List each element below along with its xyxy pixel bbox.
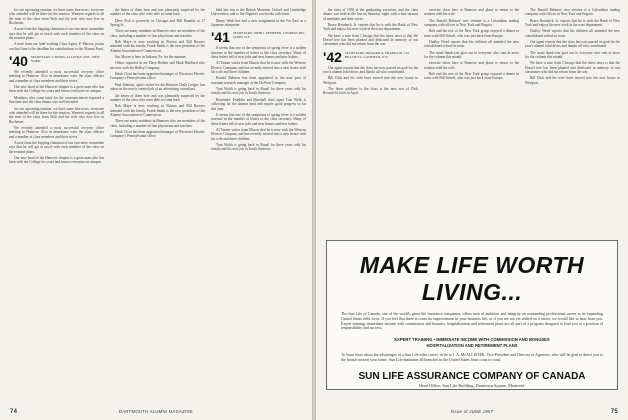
class-year: '40: [9, 53, 28, 70]
column-text: Dave Fish is presently in Chicago and Bill Ranalds at 17 Spring St.: [110, 18, 205, 28]
column-text: Ranald Rehmus has been appointed to the new post of assistant research manager at the Du Pont Company.: [211, 76, 306, 85]
column-text: for our upcoming reunion, we have some fine news: everyone who attended will be there for the reunion. Warmest regards to all the men of the class from Walt and his wife who now live in Rochester.: [9, 106, 104, 124]
column-text: Bill Dick and his wife have moved into the new house in Westport.: [525, 76, 620, 85]
column-text: A note from the Sapping chairman of our executive committee says that he will get in touch with each member of the class on the reunion plans.: [9, 27, 104, 41]
column-text: Bruce Rorabeck, Jr. reports that he is with the Bank of New York and enjoys his new work in the trust department.: [525, 18, 620, 28]
right-page-columns: [323, 8, 620, 236]
column-text: Our new head of the Hanover chapter is a great man who has been with the College for years and knows everyone on campus.: [9, 85, 104, 94]
column-text: the class of 1956 at the graduating exercises, and the class dinner was held at the Inn on Saturday night with a fine turnout of members and their wives.: [323, 8, 418, 21]
column-text: Hank Clout has been appointed manager of Wicoisset Electric Company's Pennsylvania office.: [110, 129, 205, 139]
column-text: Bob and the rest of the New York group enjoyed a dinner in town with Bill Scheel, who was just back from Europe.: [424, 29, 519, 38]
right-column-1: [323, 8, 418, 236]
column-text: Dudley Weed reports that his children all attended the new consolidated school in town.: [525, 29, 620, 38]
column-text: We recently attended a most successful ten-year office meeting in Hanover. Also in attendance were the class officers and a number of class members and their wives.: [9, 125, 104, 139]
column-text: There are many residents in Hanover who are members of the class, including a number of fine physicians and teachers.: [110, 29, 205, 38]
column-text: We recently attended a most successful ten-year office meeting in Hanover. Also in attendance were the class officers and a number of class members and their wives.: [9, 70, 104, 83]
column-text: the better of them here and was pleasantly surprised by the number of the class who were able to come back.: [110, 8, 205, 17]
column-text: Paul Johnson, optics writer for the Hanover Daily Ledger, has taken on the newly created job of an advertising consultant.: [110, 82, 205, 92]
column-text: The usual thank-you goes out to everyone who sent in news for the column this month.: [525, 50, 620, 60]
column-text: held last trip to the British Museum, Oxford and Cambridge Universities, and to the Nigeria's rare books collection.: [211, 8, 306, 17]
column-text: The usual thank-you goes out to everyone who sent in news for the column this month.: [424, 50, 519, 60]
left-column-2: [110, 8, 205, 402]
column-text: Jim Moore is here in Indiana; Pa. for the summer.: [115, 55, 187, 60]
class-secretary: SECRETARY, J. MUNN, 43 LITTLE AVE., NEW YORK: [30, 55, 100, 64]
column-text: Others reported in are Dave Belden and Mark Hubbard who are now with the Ridley Company.: [110, 61, 205, 70]
ad-body-text: The Sun Life of Canada, one of the world's great life insurance companies, offers men of ambition and integrity an outstanding professional career in its expanding United States field force. If you feel that there is room for improvement in your business life, or if you are not yet settled on a career, we would like to hear from you. Expert training, immediate income with commission and bonuses, hospitalization and retirement plans are all part of a program designed to lead you to a position of responsibility and success.: [341, 312, 603, 331]
column-text: The Ranald Rehmus' new venture is a Colombian trading company with offices in New York and Bogota.: [525, 8, 620, 17]
class-year: '42: [323, 48, 342, 65]
class-heading: [211, 29, 306, 46]
magazine-footer: DARTMOUTH ALUMNI MAGAZINE: [119, 409, 193, 414]
left-column-3: [211, 8, 306, 402]
class-heading: [9, 53, 104, 70]
class-year: '41: [211, 29, 230, 46]
column-text: Al Tanner writes from Illinois that he is now with the Western Electric Company and has recently moved into a new house with his wife and three children.: [211, 127, 306, 141]
left-page-columns: [9, 8, 306, 402]
ad-headline: MAKE LIFE WORTH LIVING...: [359, 252, 585, 305]
column-text: The Ranald Rehmus' new venture is a Colombian trading company with offices in New York and Bogota.: [424, 18, 519, 28]
issue-footer: Issue of JUNE 1957: [450, 409, 494, 414]
class-heading: [323, 48, 418, 65]
column-text: The latest addition to the class is the new son of Dick Rosenfeld, born in April.: [323, 87, 418, 96]
left-page-number: 74: [10, 409, 18, 415]
right-column-3: [525, 8, 620, 236]
column-text: Dudley Weed reports that his children all attended the new consolidated school in town.: [424, 40, 519, 49]
column-text: Our agent reports that the class has now passed its goal for the year's alumni fund drive, and thanks all who contributed.: [323, 65, 418, 75]
column-text: It seems that one of the symptoms of spring fever is a sudden increase in the number of letters to the class secretary. Many of these letters tell of new jobs and new homes and new babies.: [211, 46, 306, 60]
column-text: Tom Walsh is going back to Brazil for three years with his family and his new job in South America.: [211, 142, 306, 152]
column-text: Bob and the rest of the New York group enjoyed a dinner in town with Bill Scheel, who was just back from Europe.: [424, 72, 519, 81]
sun-life-advertisement: [326, 240, 618, 390]
ad-features-2: HOSPITALIZATION AND RETIREMENT PLANS: [426, 343, 518, 349]
column-text: We have a note from Chicago that the latest news is that the Drexel tree has been planted and dedicated in memory of our classmates who did not return from the war.: [323, 33, 418, 47]
column-text: Reminder: Franklin and Marshall class agent Tom Wells is collecting for the alumni fund and reports good progress so far this year.: [211, 97, 306, 111]
ad-features: EXPERT TRAINING • IMMEDIATE INCOME WITH COMMISSION AND BONUSES: [394, 337, 550, 343]
column-text: exercise show here at Hanover and plans to return to the reunion with his wife.: [424, 61, 519, 70]
column-text: There are many residents in Hanover who are members of the class, including a number of fine physicians and teachers.: [110, 119, 205, 128]
column-text: Bruce Rorabeck, Jr. reports that he is with the Bank of New York and enjoys his new work in the trust department.: [323, 23, 418, 32]
column-text: Our agent reports that the class has now passed its goal for the year's alumni fund drive, and thanks all who contributed.: [525, 40, 620, 49]
column-text: We have a note from Chicago that the latest news is that the Drexel tree has been planted and dedicated in memory of our classmates who did not return from the war.: [525, 61, 620, 75]
column-text: Bob Maye is now working in Boston and Bill Bowers attended with his family. Frank Smith is the new president of the Alumni Association of Connecticut.: [110, 40, 205, 53]
right-column-2: [424, 8, 519, 236]
column-text: Tom Walsh is going back to Brazil for three years with his family and his new job in South America.: [211, 87, 306, 96]
column-text: Henry Wark has had a new assignment in the Far East as a Japanese interpreter.: [211, 18, 306, 28]
column-text: for our upcoming reunion, we have some fine news: everyone who attended will be there for the reunion. Warmest regards to all the men of the class from Walt and his wife who now live in Rochester.: [9, 8, 104, 26]
column-text: exercise show here at Hanover and plans to return to the reunion with his wife.: [424, 8, 519, 17]
class-secretary: SECRETARY, HOWARD A. FRANKLIN, 161 BEACH ST., CANFIELD, N.Y.: [344, 50, 410, 59]
left-page: [0, 0, 312, 420]
ad-company-name: SUN LIFE ASSURANCE COMPANY OF CANADA: [358, 370, 586, 382]
column-text: Members who came back for the commencement reported a fine time and the class dinner was well attended.: [9, 95, 104, 105]
column-text: Bill Dick and his wife have moved into the new house in Westport.: [323, 76, 418, 85]
ad-head-office: Head Office: Sun Life Building, Dominion Square, Montreal.: [419, 382, 525, 388]
column-text: A note from the Sapping chairman of our executive committee says that he will get in touch with each member of the class on the reunion plans.: [9, 140, 104, 154]
column-text: Our new head of the Hanover chapter is a great man who has been with the College for years and knows everyone on campus.: [9, 155, 104, 165]
ad-contact-text: To learn more about the advantages of a Sun Life sales career, write to J. A. McALLISTER, Vice-President and Director of Agencies, who will be glad to direct you to the branch nearest your home. Sun Life maintains 46 branches in the United States from coast to coast.: [341, 353, 603, 362]
column-text: A note from our fund working Class Agent, P. Marcus, points out that June is the deadline for contributions to the Alumni Fund.: [9, 42, 104, 51]
column-text: the better of them here and was pleasantly surprised by the number of the class who were able to come back.: [110, 93, 205, 102]
column-text: Al Tanner writes from Illinois that he is now with the Western Electric Company and has recently moved into a new house with his wife and three children.: [211, 61, 306, 75]
class-secretary: SECRETARY, JOHN J. PFEIFFER, 2 FOREST RD., CONN. N.Y.: [232, 31, 306, 40]
left-column-1: [9, 8, 104, 402]
column-text: It seems that one of the symptoms of spring fever is a sudden increase in the number of letters to the class secretary. Many of these letters tell of new jobs and new homes and new babies.: [211, 112, 306, 126]
column-text: Hank Clout has been appointed manager of Wicoisset Electric Company's Pennsylvania office.: [110, 72, 205, 81]
column-text: Bob Maye is now working in Boston and Bill Bowers attended with his family. Frank Smith is the new president of the Alumni Association of Connecticut.: [110, 104, 205, 117]
right-page-number: 75: [610, 409, 618, 415]
